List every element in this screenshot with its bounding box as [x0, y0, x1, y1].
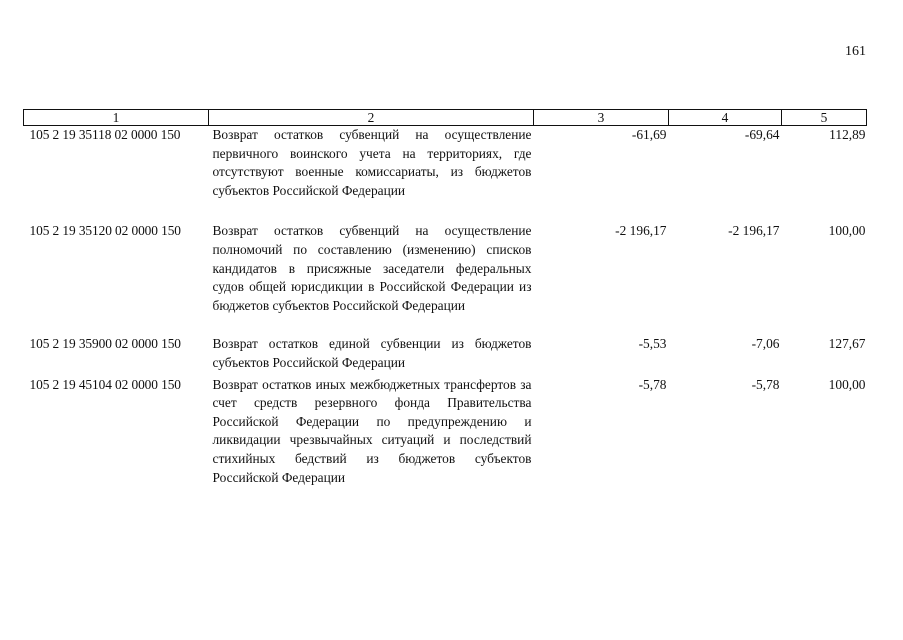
table-row: [24, 335, 867, 375]
header-col-3: 3: [534, 110, 669, 126]
value-col-5: 100,00: [828, 223, 866, 239]
value-col-5: 127,67: [828, 336, 866, 352]
value-col-5: 112,89: [829, 127, 866, 142]
value-col-3: -61,69: [631, 127, 667, 142]
page-number: 161: [845, 44, 866, 59]
value-col-4: -2 196,17: [728, 223, 780, 239]
table-row: [24, 222, 867, 335]
header-col-1: 1: [24, 110, 209, 126]
table-row: [24, 126, 867, 223]
value-col-5: 100,00: [828, 376, 866, 392]
table-header-row: [24, 110, 867, 126]
budget-code: 105 2 19 35118 02 0000 150: [29, 127, 181, 142]
value-col-3: -2 196,17: [615, 223, 667, 239]
value-col-4: -5,78: [751, 376, 780, 392]
item-name: Возврат остатков субвенций на осуществление полномочий по составлению (изменению) списков кандидатов в присяжные заседатели федеральных судов общей юрисдикции в Российской Федерации из бюджетов субъектов Российской Федерации: [212, 223, 532, 313]
value-col-3: -5,78: [638, 376, 667, 392]
item-name: Возврат остатков субвенций на осуществление первичного воинского учета на территориях, где отсутствуют военные комиссариаты, из бюджетов субъектов Российской Федерации: [212, 127, 532, 198]
header-col-5: 5: [782, 110, 867, 126]
item-name: Возврат остатков иных межбюджетных трансфертов за счет средств резервного фонда Правительства Российской Федерации по предупреждению и ликвидации чрезвычайных ситуаций и последствий стихийных бедствий из бюджетов субъектов Российской Федерации: [212, 376, 532, 485]
value-col-3: -5,53: [638, 336, 667, 352]
item-name: Возврат остатков единой субвенции из бюджетов субъектов Российской Федерации: [212, 336, 532, 370]
budget-code: 105 2 19 35120 02 0000 150: [29, 223, 181, 239]
budget-code: 105 2 19 35900 02 0000 150: [29, 336, 181, 352]
value-col-4: -69,64: [744, 127, 780, 142]
budget-code: 105 2 19 45104 02 0000 150: [29, 376, 181, 392]
header-col-4: 4: [669, 110, 782, 126]
header-col-2: 2: [209, 110, 534, 126]
value-col-4: -7,06: [751, 336, 780, 352]
budget-table: [23, 109, 867, 487]
table-row: [24, 376, 867, 488]
